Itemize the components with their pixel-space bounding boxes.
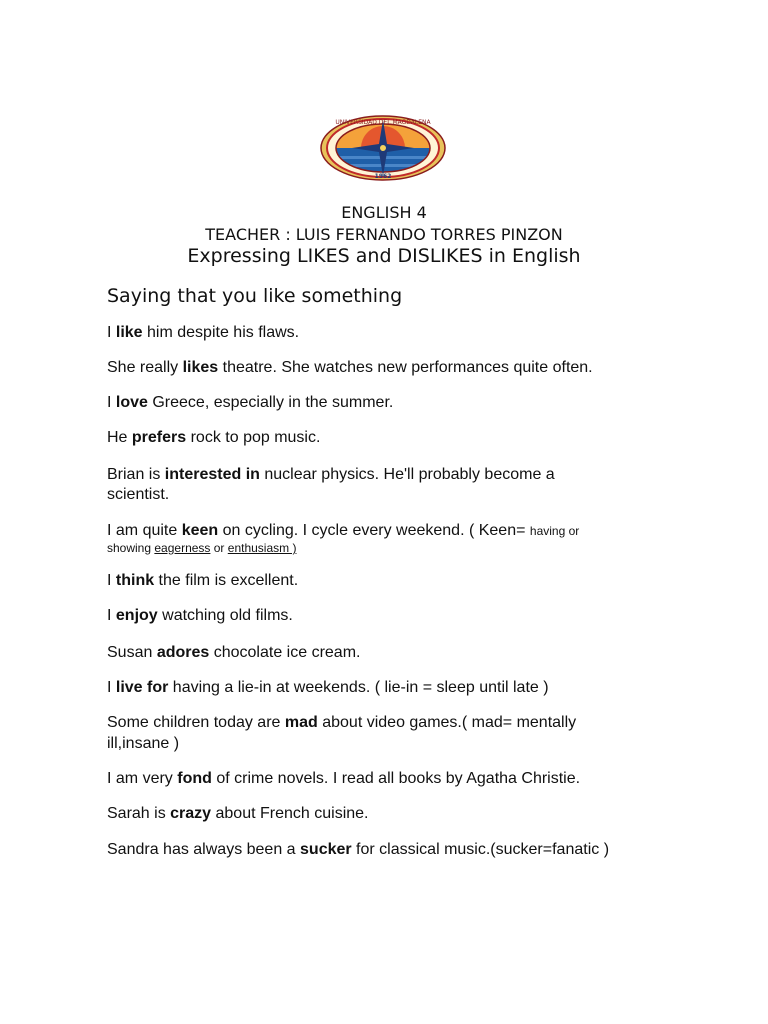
sentence: I enjoy watching old films. bbox=[107, 607, 293, 624]
teacher-name: TEACHER : LUIS FERNANDO TORRES PINZON bbox=[205, 225, 563, 244]
sentence: I love Greece, especially in the summer. bbox=[107, 394, 394, 411]
sentence: Brian is interested in nuclear physics. He'll probably become a bbox=[107, 466, 555, 483]
sentence: I think the film is excellent. bbox=[107, 572, 299, 589]
sentence: I am very fond of crime novels. I read all books by Agatha Christie. bbox=[107, 770, 581, 787]
sentence: Sarah is crazy about French cuisine. bbox=[107, 805, 369, 822]
sentence: I am quite keen on cycling. I cycle every weekend. ( Keen= having or bbox=[107, 522, 580, 539]
sentence-continuation: ill,insane ) bbox=[107, 735, 180, 752]
sentence: Sandra has always been a sucker for classical music.(sucker=fanatic ) bbox=[107, 841, 610, 858]
sentence: Some children today are mad about video games.( mad= mentally bbox=[107, 714, 577, 731]
seal-ring-text: UNIVERSIDAD DEL MAGDALENA bbox=[335, 119, 431, 126]
seal-year: 1962 bbox=[374, 173, 392, 180]
section-heading: Saying that you like something bbox=[107, 285, 403, 307]
sentence: She really likes theatre. She watches new performances quite often. bbox=[107, 359, 593, 376]
sentence-continuation: scientist. bbox=[107, 486, 170, 503]
definition-note: showing eagerness or enthusiasm ) bbox=[107, 541, 297, 555]
sentence: I live for having a lie-in at weekends. ( lie-in = sleep until late ) bbox=[107, 679, 549, 696]
document-title: Expressing LIKES and DISLIKES in English bbox=[187, 245, 581, 267]
university-seal-logo bbox=[318, 114, 448, 182]
sentence: I like him despite his flaws. bbox=[107, 324, 300, 341]
sentence: Susan adores chocolate ice cream. bbox=[107, 644, 361, 661]
course-title: ENGLISH 4 bbox=[341, 203, 427, 222]
sentence: He prefers rock to pop music. bbox=[107, 429, 321, 446]
